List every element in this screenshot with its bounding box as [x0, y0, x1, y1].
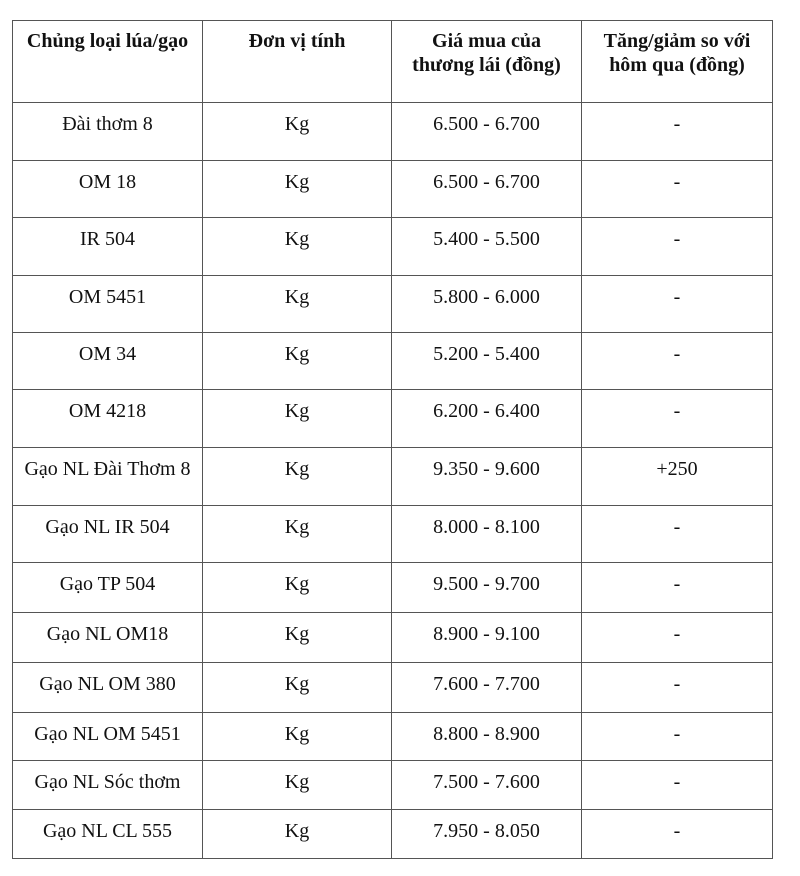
cell-price-range: 6.500 - 6.700: [392, 161, 582, 218]
cell-price-range: 6.200 - 6.400: [392, 390, 582, 448]
table-row: [13, 276, 773, 333]
cell-daily-change: -: [582, 506, 773, 563]
cell-daily-change: -: [582, 713, 773, 761]
cell-unit: Kg: [203, 218, 392, 276]
cell-rice-type: Gạo NL Đài Thơm 8: [13, 448, 203, 506]
cell-price-range: 5.400 - 5.500: [392, 218, 582, 276]
cell-daily-change: -: [582, 276, 773, 333]
header-trader-price: Giá mua của thương lái (đồng): [392, 21, 582, 103]
cell-rice-type: OM 18: [13, 161, 203, 218]
cell-unit: Kg: [203, 761, 392, 810]
cell-daily-change: -: [582, 563, 773, 613]
table-row: [13, 810, 773, 859]
cell-rice-type: Gạo NL IR 504: [13, 506, 203, 563]
cell-rice-type: Đài thơm 8: [13, 103, 203, 161]
cell-price-range: 9.500 - 9.700: [392, 563, 582, 613]
cell-rice-type: Gạo NL CL 555: [13, 810, 203, 859]
cell-price-range: 8.000 - 8.100: [392, 506, 582, 563]
cell-unit: Kg: [203, 333, 392, 390]
table-row: [13, 563, 773, 613]
cell-unit: Kg: [203, 663, 392, 713]
table-row: [13, 333, 773, 390]
cell-rice-type: IR 504: [13, 218, 203, 276]
cell-unit: Kg: [203, 103, 392, 161]
table-row: [13, 218, 773, 276]
cell-rice-type: Gạo NL OM 5451: [13, 713, 203, 761]
cell-rice-type: OM 4218: [13, 390, 203, 448]
cell-rice-type: OM 5451: [13, 276, 203, 333]
header-rice-type: Chủng loại lúa/gạo: [13, 21, 203, 103]
cell-price-range: 7.950 - 8.050: [392, 810, 582, 859]
cell-price-range: 8.900 - 9.100: [392, 613, 582, 663]
rice-price-table: [12, 20, 773, 859]
cell-unit: Kg: [203, 506, 392, 563]
cell-unit: Kg: [203, 390, 392, 448]
cell-price-range: 5.200 - 5.400: [392, 333, 582, 390]
cell-daily-change: -: [582, 810, 773, 859]
header-unit: Đơn vị tính: [203, 21, 392, 103]
cell-price-range: 5.800 - 6.000: [392, 276, 582, 333]
cell-rice-type: OM 34: [13, 333, 203, 390]
table-row: [13, 663, 773, 713]
table-body: [13, 103, 773, 859]
cell-price-range: 8.800 - 8.900: [392, 713, 582, 761]
header-row: [13, 21, 773, 103]
cell-price-range: 7.500 - 7.600: [392, 761, 582, 810]
cell-price-range: 6.500 - 6.700: [392, 103, 582, 161]
header-daily-change: Tăng/giảm so với hôm qua (đồng): [582, 21, 773, 103]
table-row: [13, 613, 773, 663]
table-row: [13, 103, 773, 161]
cell-daily-change: -: [582, 218, 773, 276]
cell-unit: Kg: [203, 448, 392, 506]
table-row: [13, 390, 773, 448]
table-row: [13, 761, 773, 810]
cell-daily-change: -: [582, 103, 773, 161]
cell-price-range: 7.600 - 7.700: [392, 663, 582, 713]
cell-rice-type: Gạo NL Sóc thơm: [13, 761, 203, 810]
cell-daily-change: -: [582, 333, 773, 390]
cell-daily-change: -: [582, 663, 773, 713]
cell-price-range: 9.350 - 9.600: [392, 448, 582, 506]
cell-unit: Kg: [203, 276, 392, 333]
cell-daily-change: -: [582, 161, 773, 218]
cell-unit: Kg: [203, 161, 392, 218]
cell-daily-change: +250: [582, 448, 773, 506]
cell-rice-type: Gạo TP 504: [13, 563, 203, 613]
cell-unit: Kg: [203, 563, 392, 613]
cell-rice-type: Gạo NL OM 380: [13, 663, 203, 713]
cell-rice-type: Gạo NL OM18: [13, 613, 203, 663]
table-row: [13, 713, 773, 761]
cell-daily-change: -: [582, 390, 773, 448]
cell-unit: Kg: [203, 810, 392, 859]
table-row: [13, 161, 773, 218]
cell-daily-change: -: [582, 761, 773, 810]
cell-unit: Kg: [203, 713, 392, 761]
cell-unit: Kg: [203, 613, 392, 663]
cell-daily-change: -: [582, 613, 773, 663]
table-row: [13, 448, 773, 506]
table-row: [13, 506, 773, 563]
table-header: [13, 21, 773, 103]
